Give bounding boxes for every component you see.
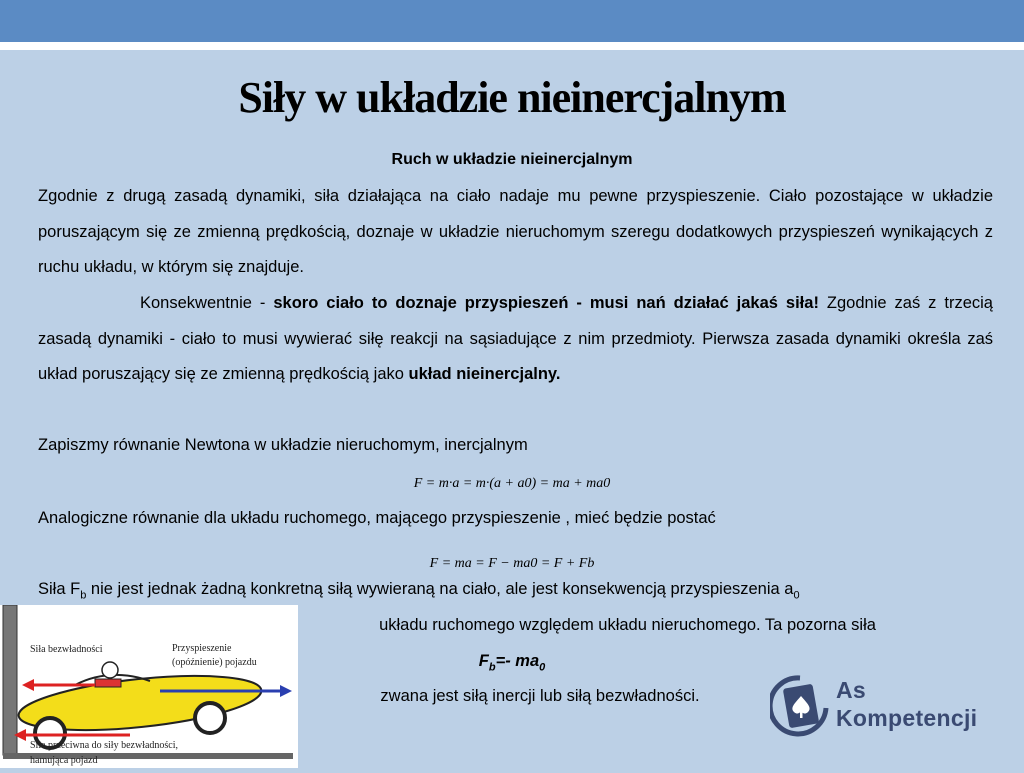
fb-sub2: 0 [539, 661, 546, 674]
fb-b: =- ma [495, 652, 540, 670]
inertia-figure [0, 605, 298, 768]
paragraph-4: Analogiczne równanie dla układu ruchomego, mającego przyspieszenie , mieć będzie postać [38, 509, 716, 527]
logo-text [836, 676, 977, 732]
p2-bold: skoro ciało to doznaje przyspieszeń - musi nań działać jakaś siła! [273, 294, 819, 312]
formula-moving: F = ma = F − ma0 = F + Fb [429, 556, 595, 571]
paragraph-3: Zapiszmy równanie Newtona w układzie nieruchomym, inercjalnym [38, 436, 528, 454]
p2-rest: Zgodnie zaś z trzecią zasadą dynamiki - ciało to musi wywierać siłę reakcji na sąsiadujące z nim przedmioty. Pierwsza zasada dynamiki określa zaś układ poruszający się ze zmienną prędkością jako [38, 294, 993, 383]
formula-inertial: F = m·a = m·(a + a0) = ma + ma0 [413, 476, 611, 491]
card-spade-icon [770, 672, 832, 742]
slide-subtitle: Ruch w układzie nieinercjalnym [391, 151, 633, 168]
slide-title: Siły w układzie nieinercjalnym [238, 73, 786, 122]
label-accel-1: Przyspieszenie [172, 643, 232, 654]
label-accel-2: (opóźnienie) pojazdu [172, 657, 257, 668]
paragraph-2 [38, 286, 993, 393]
header-bar [0, 0, 1024, 42]
p5-sub2: 0 [793, 589, 800, 602]
logo-line-1: As [836, 677, 867, 703]
car-illustration [0, 605, 298, 768]
fb-sub: b [488, 661, 496, 674]
header-divider [0, 42, 1024, 50]
paragraph-1: Zgodnie z drugą zasadą dynamiki, siła działająca na ciało nadaje mu pewne przyspieszenie. Ciało pozostające w układzie poruszającym się ze zmienną prędkością, doznaje w układzie nieruchomym szeregu dodatkowych przyspieszeń wynikających z ruchu układu, w którym się znajduje. [38, 187, 993, 276]
p5-a: Siła F [38, 580, 81, 598]
brand-logo [770, 672, 1000, 742]
p2-start: Konsekwentnie - [140, 294, 274, 312]
p5-b: nie jest jednak żadną konkretną siłą wywieraną na ciało, ale jest konsekwencją przyspieszenia a [86, 580, 794, 598]
paragraph-6: układu ruchomego względem układu nieruchomego. Ta pozorna siła [379, 616, 876, 634]
p2-bold-end: układ nieinercjalny. [408, 365, 561, 383]
label-inertia: Siła bezwładności [30, 644, 103, 655]
label-counter-2: hamująca pojazd [30, 755, 98, 766]
label-counter-1: Siła przeciwna do siły bezwładności, [30, 740, 179, 751]
paragraph-7: zwana jest siłą inercji lub siłą bezwładności. [380, 687, 700, 705]
p5-sub: b [80, 589, 87, 602]
fb-a: F [478, 652, 489, 670]
logo-line-2: Kompetencji [836, 705, 978, 731]
